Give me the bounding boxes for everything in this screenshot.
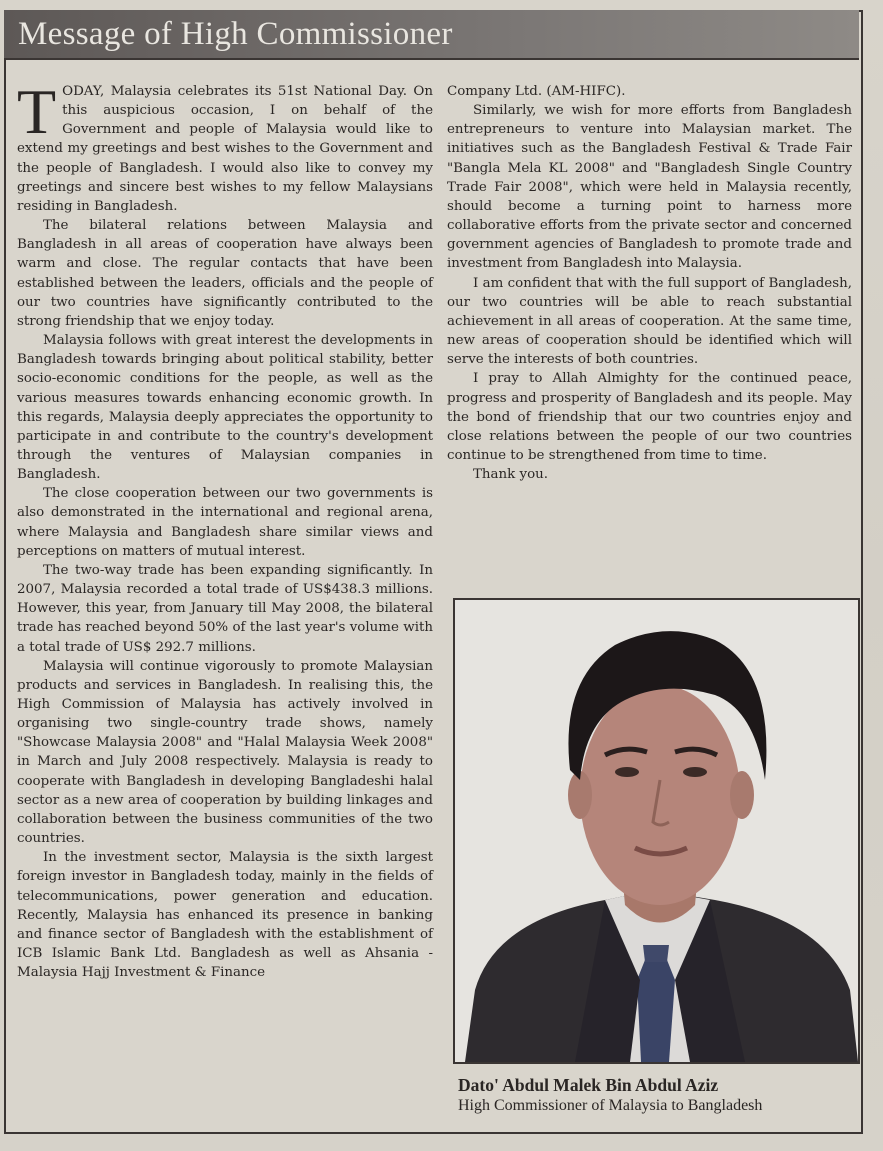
paragraph: Company Ltd. (AM-HIFC). (447, 84, 626, 99)
portrait-illustration (455, 600, 858, 1062)
paragraph: The bilateral relations between Malaysia and Bangladesh in all areas of cooperation have always been warm and close. The regular contacts that have been established between the leaders, officials and the people of our two countries have significantly contributed to the strong friendship that we enjoy today. (17, 218, 433, 329)
portrait-photo (453, 598, 860, 1064)
headline-bar (4, 10, 859, 60)
paragraph: I pray to Allah Almighty for the continued peace, progress and prosperity of Bangladesh and its people. May the bond of friendship that our two countries enjoy and close relations between the people of our two countries continue to be strengthened from time to time. (447, 371, 852, 463)
paragraph: TODAY, Malaysia celebrates its 51st National Day. On this auspicious occasion, I on behalf of the Government and people of Malaysia would like to extend my greetings and best wishes to the Government and the people of Bangladesh. I would also like to convey my greetings and sincere best wishes to my fellow Malaysians residing in Bangladesh. (17, 76, 433, 214)
drop-cap: T (17, 76, 57, 147)
paragraph: Thank you. (473, 467, 549, 483)
paragraph: In the investment sector, Malaysia is the sixth largest foreign investor in Bangladesh today, mainly in the fields of telecommunications, power generation and education. Recently, Malaysia has enhanced its presence in banking and finance sector of Bangladesh with the establishment of ICB Islamic Bank Ltd. Bangladesh as well as Ahsania - Malaysia Hajj Investment & Finance (17, 850, 433, 981)
caption-title: High Commissioner of Malaysia to Bangladesh (458, 1097, 763, 1114)
paragraph: I am confident that with the full support of Bangladesh, our two countries will be able to reach substantial achievement in all areas of cooperation. At the same time, new areas of cooperation should be identified which will serve the interests of both countries. (447, 275, 852, 368)
paragraph: Malaysia follows with great interest the developments in Bangladesh towards bringing about political stability, better socio-economic conditions for the people, as well as the various measures towards enhancing economic growth. In this regards, Malaysia deeply appreciates the opportunity to participate in and contribute to the country's development through the ventures of Malaysian companies in Bangladesh. (17, 333, 433, 483)
headline: Message of High Commissioner (18, 16, 453, 52)
right-column (447, 82, 852, 484)
paragraph: The close cooperation between our two governments is also demonstrated in the international and regional arena, where Malaysia and Bangladesh share similar views and perceptions on matters of mutual interest. (17, 486, 433, 559)
left-column (17, 76, 433, 982)
paragraph: The two-way trade has been expanding significantly. In 2007, Malaysia recorded a total trade of US$438.3 millions. However, this year, from January till May 2008, the bilateral trade has reached beyond 50% of the last year's volume with a total trade of US$ 292.7 millions. (17, 562, 433, 655)
caption-name: Dato' Abdul Malek Bin Abdul Aziz (458, 1075, 719, 1095)
paragraph: Malaysia will continue vigorously to promote Malaysian products and services in Bangladesh. In realising this, the High Commission of Malaysia has actively involved in organising two single-country trade shows, namely "Showcase Malaysia 2008" and "Halal Malaysia Week 2008" in March and July 2008 respectively. Malaysia is ready to cooperate with Bangladesh in developing Bangladeshi halal sector as a new area of cooperation by building linkages and collaboration between the business communities of the two countries. (17, 658, 433, 847)
paragraph: Similarly, we wish for more efforts from Bangladesh entrepreneurs to venture into Malaysian market. The initiatives such as the Bangladesh Festival & Trade Fair "Bangla Mela KL 2008" and "Bangladesh Single Country Trade Fair 2008", which were held in Malaysia recently, should become a turning point to harness more collaborative efforts from the private sector and concerned government agencies of Bangladesh to promote trade and investment from Bangladesh into Malaysia. (447, 103, 852, 272)
